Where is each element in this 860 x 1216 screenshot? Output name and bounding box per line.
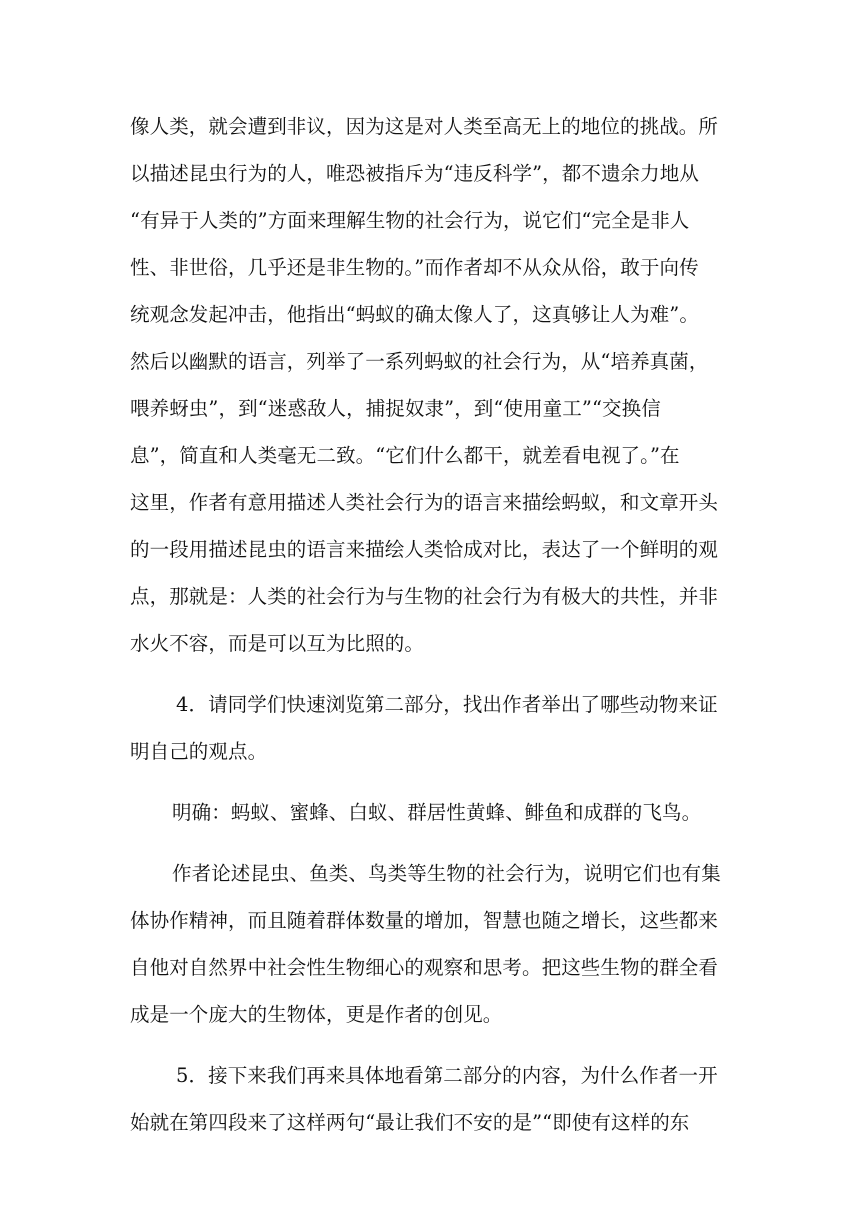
question-line: 始就在第四段来了这样两句“最让我们不安的是”“即使有这样的东 [130,1111,690,1134]
paragraph-line: 息”，简直和人类毫无二致。“它们什么都干，就差看电视了。”在 [130,444,680,467]
question-line: 5．接下来我们再来具体地看第二部分的内容，为什么作者一开 [176,1064,718,1087]
paragraph-line: 的一段用描述昆虫的语言来描绘人类恰成对比，表达了一个鲜明的观 [130,538,719,561]
paragraph-line: 作者论述昆虫、鱼类、鸟类等生物的社会行为，说明它们也有集 [172,862,721,885]
paragraph-line: 水火不容，而是可以互为比照的。 [130,632,425,655]
paragraph-line: 喂养蚜虫”，到“迷惑敌人，捕捉奴隶”，到“使用童工”“交换信 [130,397,661,420]
paragraph-line: 统观念发起冲击，他指出“蚂蚁的确太像人了，这真够让人为难”。 [130,303,699,326]
paragraph-line: 成是一个庞大的生物体，更是作者的创见。 [130,1003,503,1026]
paragraph-line: 性、非世俗，几乎还是非生物的。”而作者却不从众从俗，敢于向传 [130,256,699,279]
paragraph-line: 像人类，就会遭到非议，因为这是对人类至高无上的地位的挑战。所 [130,115,719,138]
answer-4: 明确：蚂蚁、蜜蜂、白蚁、群居性黄蜂、鲱鱼和成群的飞鸟。 [172,801,702,824]
paragraph-line: 体协作精神，而且随着群体数量的增加，智慧也随之增长，这些都来 [130,909,719,932]
paragraph-line: 以描述昆虫行为的人，唯恐被指斥为“违反科学”，都不遗余力地从 [130,162,699,185]
paragraph-line: 点，那就是：人类的社会行为与生物的社会行为有极大的共性，并非 [130,585,719,608]
question-line: 4．请同学们快速浏览第二部分，找出作者举出了哪些动物来证 [176,693,718,716]
paragraph-line: 这里，作者有意用描述人类社会行为的语言来描绘蚂蚁，和文章开头 [130,491,719,514]
question-line: 明自己的观点。 [130,740,268,763]
paragraph-line: 然后以幽默的语言，列举了一系列蚂蚁的社会行为，从“培养真菌， [130,350,709,373]
paragraph-line: 自他对自然界中社会性生物细心的观察和思考。把这些生物的群全看 [130,956,719,979]
paragraph-line: “有异于人类的”方面来理解生物的社会行为，说它们“完全是非人 [130,209,690,232]
